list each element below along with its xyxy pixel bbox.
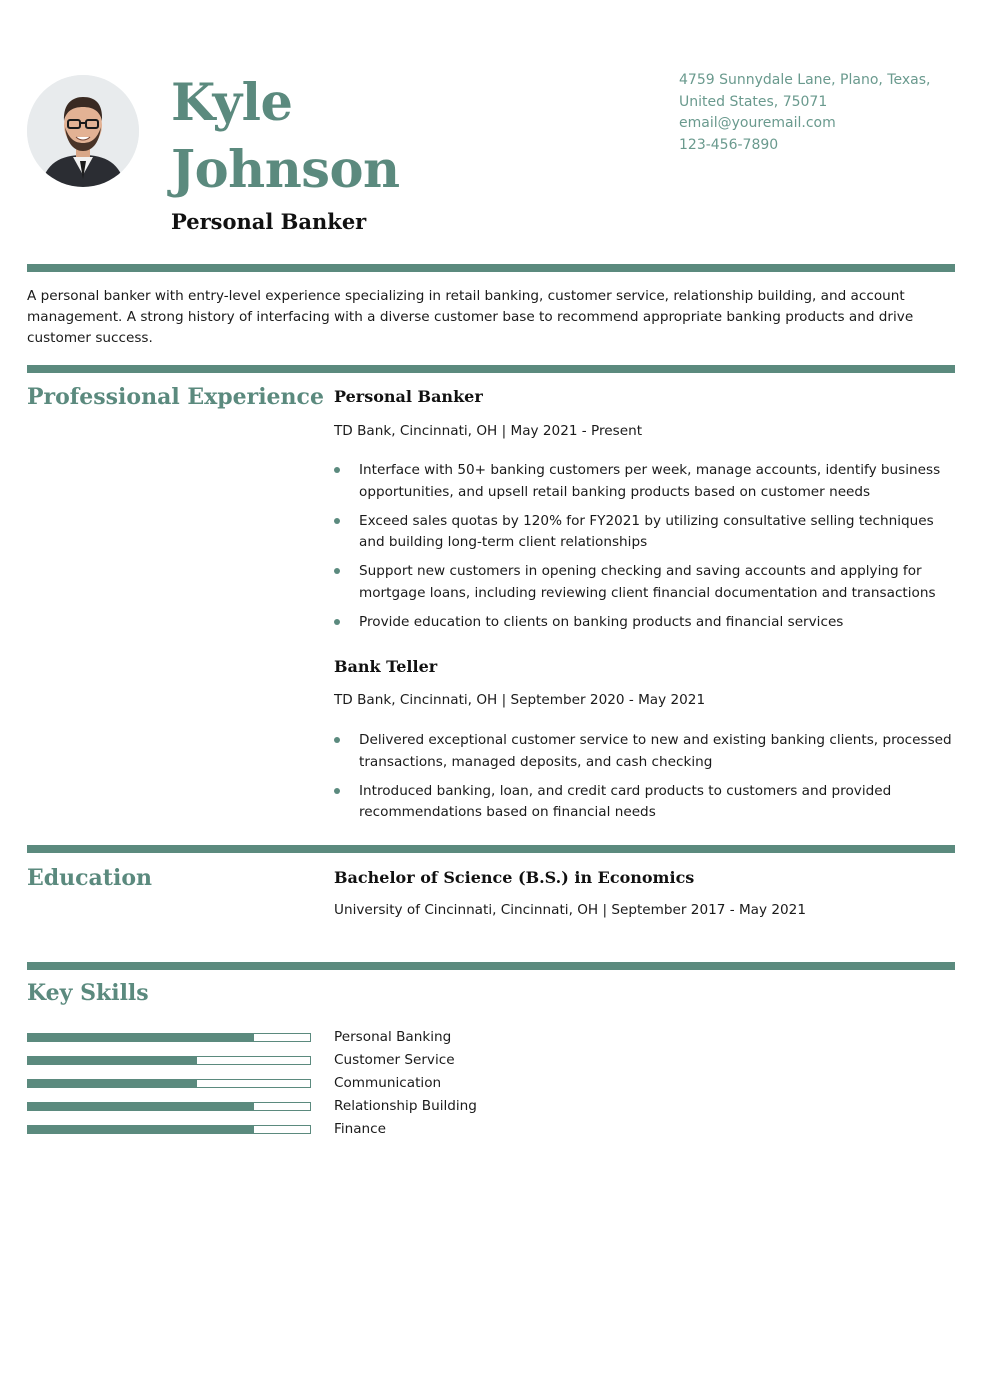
skill-label: Communication	[334, 1075, 442, 1091]
profile-photo	[27, 75, 139, 187]
education-heading: Education	[27, 865, 152, 891]
summary-text: A personal banker with entry-level experience specializing in retail banking, customer service, relationship building, and account management. A strong history of interfacing with a diverse customer base to recommend appropriate banking products and drive customer success.	[27, 288, 914, 346]
skill-level-bar	[27, 1033, 311, 1042]
divider-education	[27, 962, 955, 970]
skill-row	[27, 1050, 527, 1073]
skill-row	[27, 1027, 527, 1050]
divider-summary	[27, 365, 955, 373]
job-title: Personal Banker	[171, 209, 367, 234]
skill-label: Relationship Building	[334, 1098, 477, 1114]
skill-level-fill	[28, 1034, 254, 1041]
skill-level-bar	[27, 1102, 311, 1111]
job-meta-1: TD Bank, Cincinnati, OH | May 2021 - Present	[334, 423, 643, 439]
full-name	[171, 70, 400, 204]
email-address: email@youremail.com	[679, 115, 836, 131]
skill-level-fill	[28, 1057, 197, 1064]
skill-label: Finance	[334, 1121, 387, 1137]
skill-row	[27, 1119, 527, 1142]
job-role-2: Bank Teller	[334, 657, 438, 676]
skills-list	[27, 1027, 527, 1142]
divider-header	[27, 264, 955, 272]
address-line-1: 4759 Sunnydale Lane, Plano, Texas,	[679, 72, 931, 88]
skill-level-bar	[27, 1125, 311, 1134]
skills-heading: Key Skills	[27, 980, 149, 1006]
list-item: Support new customers in opening checking and saving accounts and applying for mortgage loans, including reviewing client financial documentation and transactions	[334, 561, 954, 604]
last-name: Johnson	[171, 140, 400, 200]
skill-level-bar	[27, 1056, 311, 1065]
address-line-2: United States, 75071	[679, 93, 828, 110]
experience-heading: Professional Experience	[27, 384, 324, 410]
list-item: Introduced banking, loan, and credit card products to customers and provided recommendations based on financial needs	[334, 781, 954, 824]
education-meta: University of Cincinnati, Cincinnati, OH | September 2017 - May 2021	[334, 902, 806, 918]
skill-level-fill	[28, 1103, 254, 1110]
job-bullets-2	[334, 730, 954, 831]
degree-title: Bachelor of Science (B.S.) in Economics	[334, 868, 695, 887]
skill-level-fill	[28, 1126, 254, 1133]
skill-label: Personal Banking	[334, 1029, 452, 1045]
skill-row	[27, 1096, 527, 1119]
skill-row	[27, 1073, 527, 1096]
job-meta-2: TD Bank, Cincinnati, OH | September 2020 - May 2021	[334, 692, 706, 708]
skill-level-fill	[28, 1080, 197, 1087]
list-item: Delivered exceptional customer service to new and existing banking clients, processed transactions, managed deposits, and cash checking	[334, 730, 954, 773]
skill-label: Customer Service	[334, 1052, 455, 1068]
divider-experience	[27, 845, 955, 853]
skill-level-bar	[27, 1079, 311, 1088]
list-item: Exceed sales quotas by 120% for FY2021 by utilizing consultative selling techniques and building long-term client relationships	[334, 511, 954, 554]
phone-number: 123-456-7890	[679, 136, 779, 153]
list-item: Provide education to clients on banking products and financial services	[334, 612, 954, 634]
first-name: Kyle	[171, 73, 293, 133]
job-role-1: Personal Banker	[334, 387, 483, 406]
contact-info	[679, 70, 930, 156]
job-bullets-1	[334, 460, 954, 641]
list-item: Interface with 50+ banking customers per week, manage accounts, identify business opportunities, and upsell retail banking products based on customer needs	[334, 460, 954, 503]
portrait-image	[27, 75, 139, 187]
